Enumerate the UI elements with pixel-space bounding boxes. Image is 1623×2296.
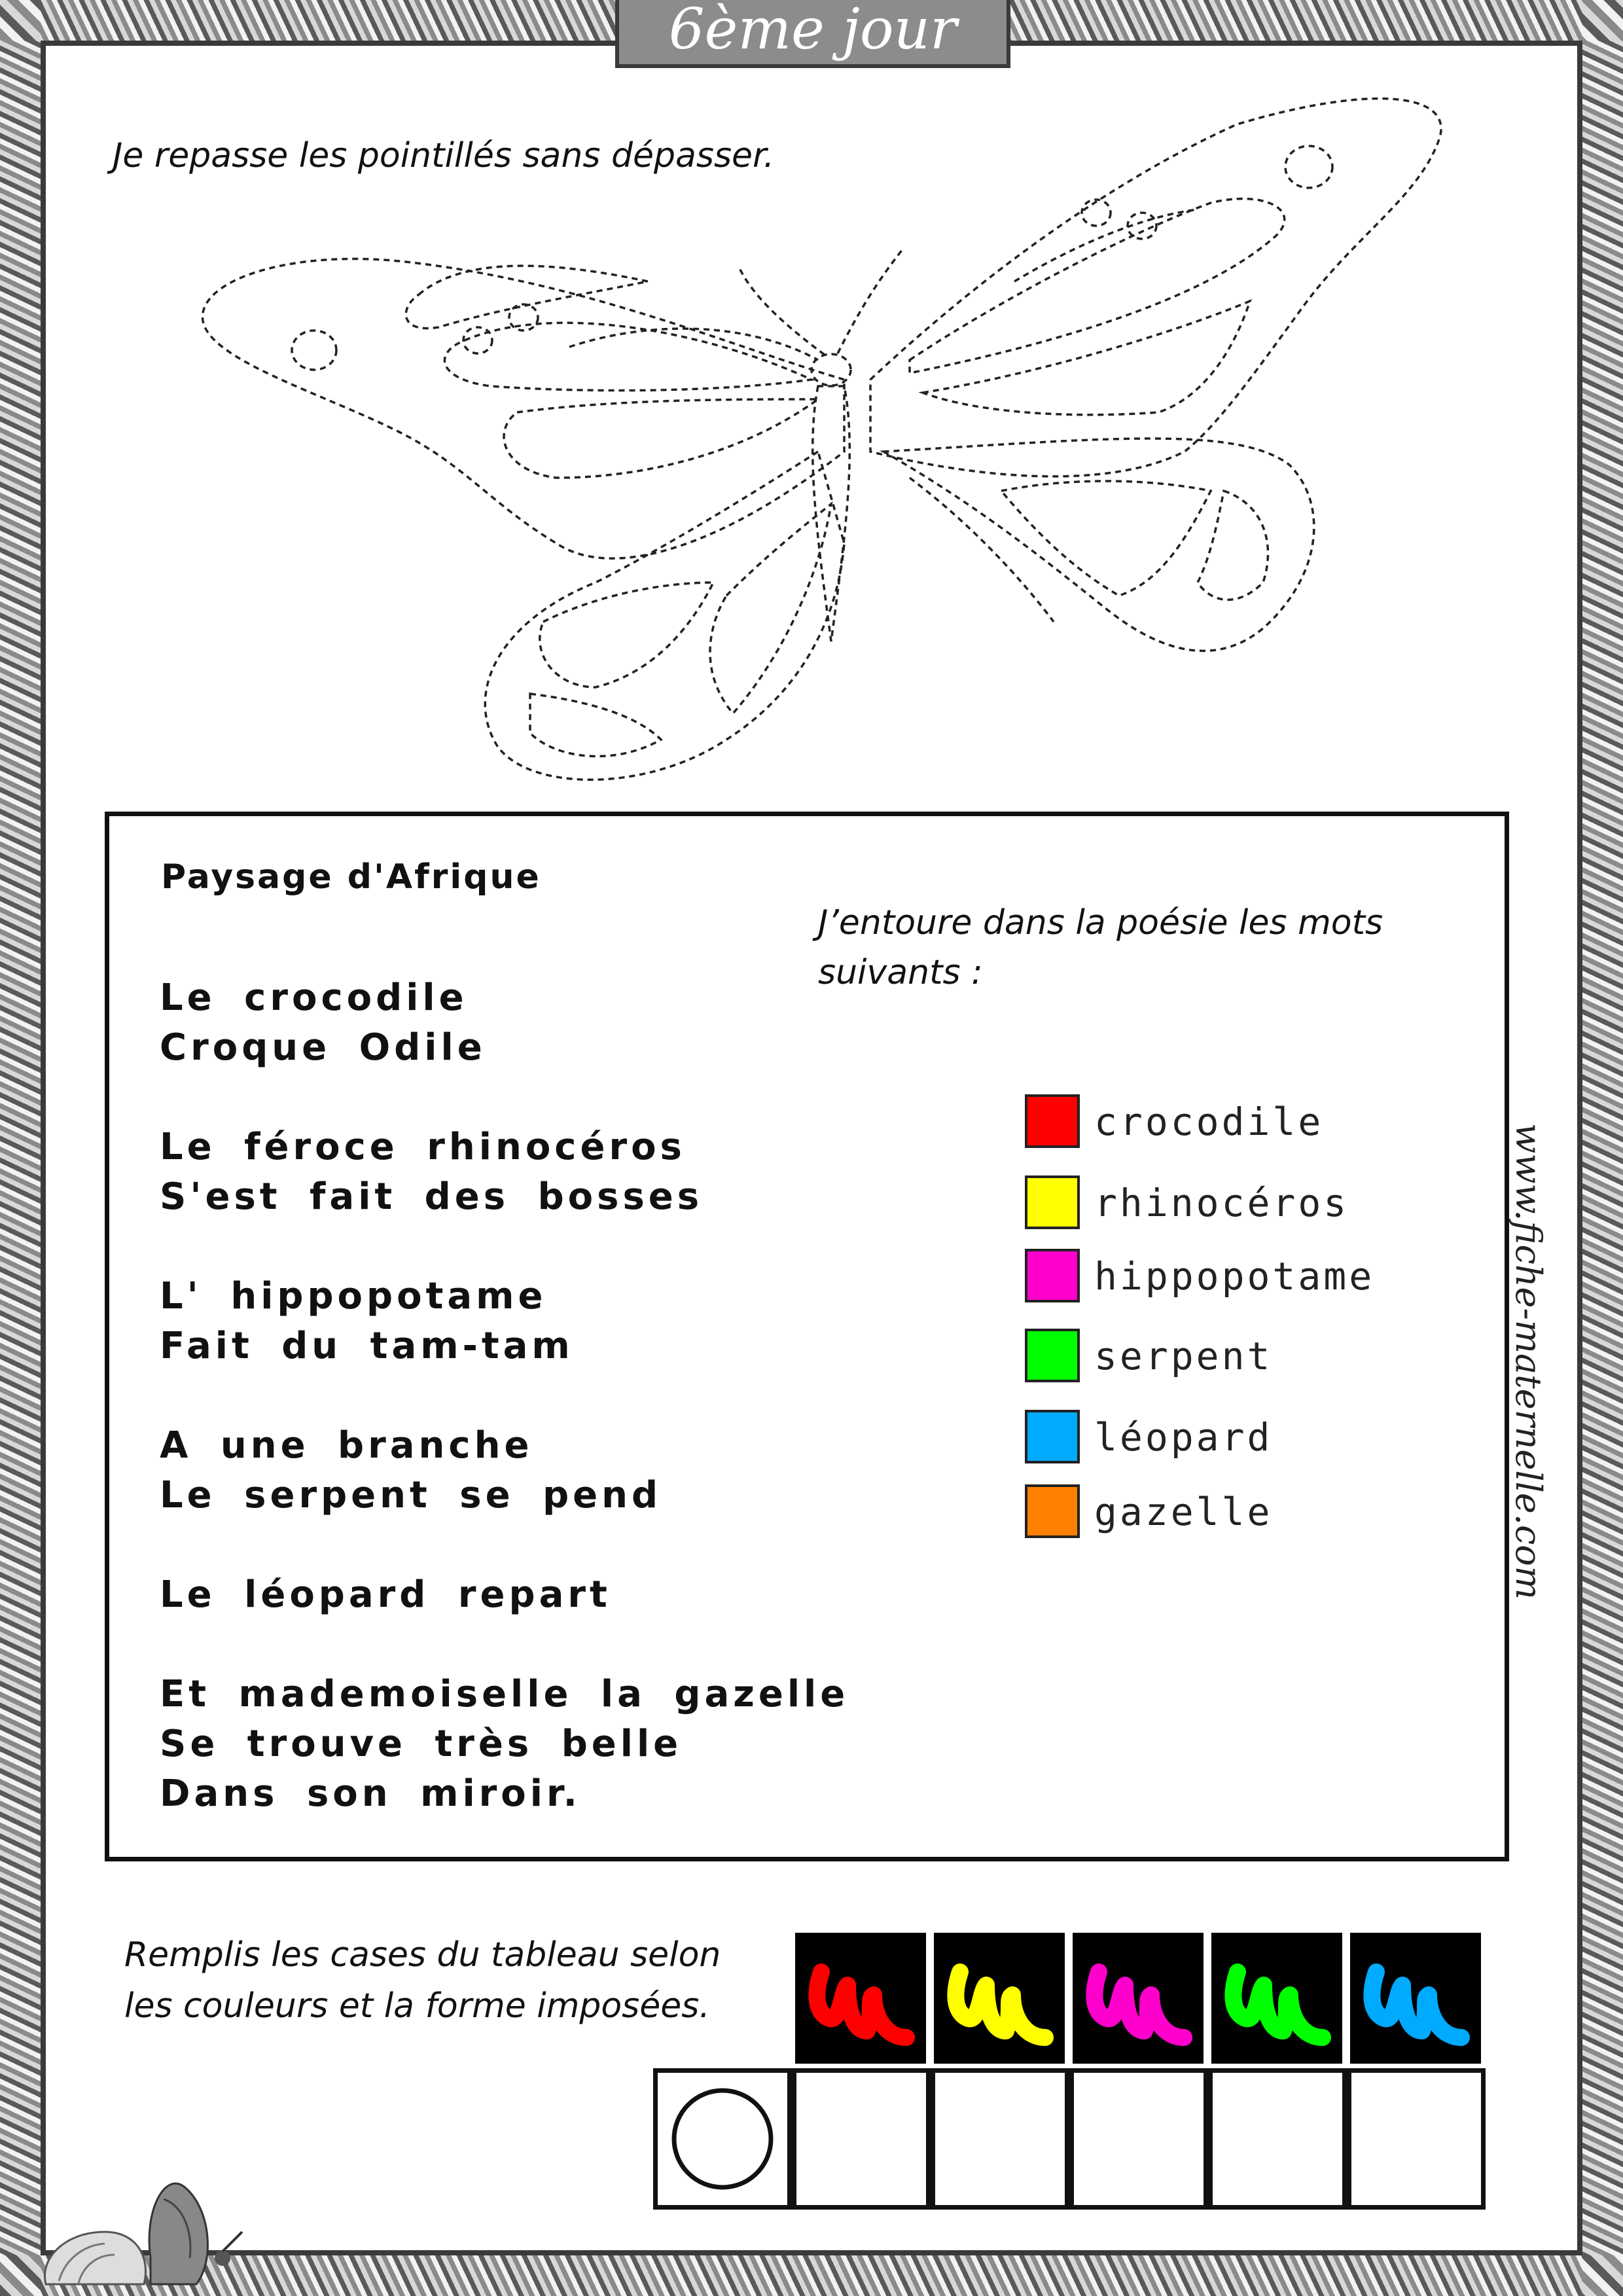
scribble-icon [1350,1933,1481,2064]
grid-header-yellow [931,1929,1068,2067]
legend-label: léopard [1094,1415,1273,1460]
legend-label: gazelle [1094,1490,1273,1534]
legend-label: hippopotame [1094,1254,1375,1299]
grid-answer-cell[interactable] [1069,2068,1208,2210]
poem-line: Le léopard repart [160,1573,611,1616]
poem-line: L' hippopotame [160,1275,547,1318]
circle-words-instruction: J’entoure dans la poésie les mots suivants : [818,903,1383,992]
fill-grid-instruction: Remplis les cases du tableau selon les couleurs et la forme imposées. [124,1935,721,2026]
poem-line: Dans son miroir. [160,1772,581,1815]
poem-title: Paysage d'Afrique [161,857,541,897]
page-title: 6ème jour [615,0,1010,68]
circle-outline-icon [658,2073,787,2205]
grid-answer-cell[interactable] [792,2068,931,2210]
poem-line: Et mademoiselle la gazelle [160,1673,849,1715]
legend-swatch-hippopotame [1025,1249,1080,1302]
poem-line: Croque Odile [160,1026,486,1069]
scribble-icon [795,1933,926,2064]
grid-header-green [1208,1929,1346,2067]
grid-answer-cell[interactable] [1347,2068,1486,2210]
poem-line: S'est fait des bosses [160,1175,704,1218]
grid-shape-cell [653,2068,792,2210]
grid-answer-cell[interactable] [931,2068,1069,2210]
grid-answer-cell[interactable] [1208,2068,1347,2210]
scribble-icon [934,1933,1065,2064]
grid-header-red [792,1929,929,2067]
legend-swatch-crocodile [1025,1094,1080,1148]
legend-swatch-gazelle [1025,1484,1080,1538]
tracing-instruction: Je repasse les pointillés sans dépasser. [113,136,775,175]
legend-swatch-serpent [1025,1329,1080,1382]
grid-header-pink [1069,1929,1207,2067]
website-watermark: www.fiche-maternelle.com [1508,1123,1549,1600]
butterfly-tracing-icon [190,85,1459,792]
legend-label: crocodile [1094,1100,1324,1144]
grid-header-blue [1347,1929,1484,2067]
poem-line: Se trouve très belle [160,1723,683,1765]
scribble-icon [1073,1933,1204,2064]
legend-swatch-leopard [1025,1410,1080,1463]
legend-label: rhinocéros [1094,1181,1349,1225]
poem-line: Le serpent se pend [160,1474,662,1516]
hermit-crab-icon [26,2160,249,2291]
legend-label: serpent [1094,1334,1273,1378]
legend-swatch-rhinoceros [1025,1175,1080,1229]
scribble-icon [1211,1933,1342,2064]
poem-line: Le crocodile [160,977,468,1019]
poem-line: Le féroce rhinocéros [160,1126,686,1168]
poem-line: Fait du tam-tam [160,1325,574,1367]
poem-line: A une branche [160,1424,533,1467]
